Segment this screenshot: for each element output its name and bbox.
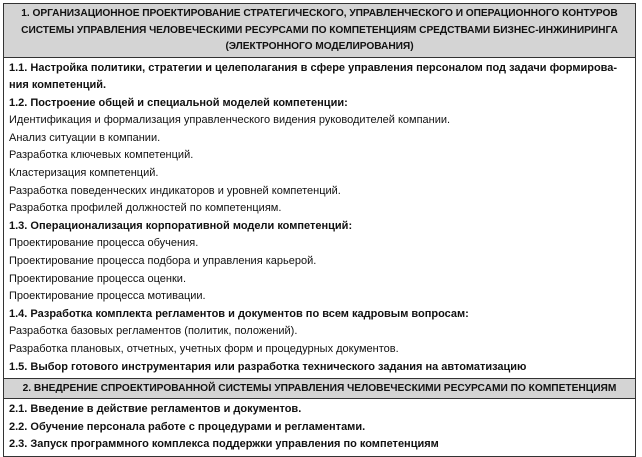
- section1-line: Проектирование процесса оценки.: [9, 272, 187, 285]
- section2-header: 2. ВНЕДРЕНИЕ СПРОЕКТИРОВАННОЙ СИСТЕМЫ УПРАВЛЕНИЯ ЧЕЛОВЕЧЕСКИМИ РЕСУРСАМИ ПО КОМПЕТЕНЦИЯМ: [4, 379, 636, 399]
- section1-line: 1.4. Разработка комплекта регламентов и документов по всем кадровым вопросам:: [9, 307, 469, 320]
- section2-body-row: [4, 399, 636, 457]
- section1-line: Идентификация и формализация управленческого видения руководителей компании.: [9, 114, 451, 127]
- section1-line: Кластеризация компетенций.: [9, 167, 159, 180]
- section1-line: 1.5. Выбор готового инструментария или разработка технического задания на автоматизацию: [9, 360, 527, 373]
- section1-header: 1. ОРГАНИЗАЦИОННОЕ ПРОЕКТИРОВАНИЕ СТРАТЕГИЧЕСКОГО, УПРАВЛЕНЧЕСКОГО И ОПЕРАЦИОННОГО КОНТУРОВ СИСТЕМЫ УПРАВЛЕНИЯ ЧЕЛОВЕЧЕСКИМИ РЕСУРСАМИ ПО КОМПЕТЕНЦИЯМ СРЕДСТВАМИ БИЗНЕС-ИНЖИНИРИНГА (ЭЛЕКТРОННОГО МОДЕЛИРОВАНИЯ): [4, 4, 636, 58]
- section1-body-row: [4, 57, 636, 379]
- document-table-wrapper: [3, 3, 636, 457]
- section2-line: 2.3. Запуск программного комплекса поддержки управления по компетенциям: [9, 438, 439, 451]
- section2-line: 2.1. Введение в действие регламентов и документов.: [9, 403, 302, 416]
- section1-line: Проектирование процесса мотивации.: [9, 290, 206, 303]
- section1-line: 1.3. Операционализация корпоративной модели компетенций:: [9, 219, 353, 232]
- section1-header-row: [4, 4, 636, 58]
- section1-line: Проектирование процесса обучения.: [9, 237, 199, 250]
- section1-line: 1.2. Построение общей и специальной моделей компетенции:: [9, 96, 348, 109]
- section1-line: Разработка поведенческих индикаторов и уровней компетенций.: [9, 184, 341, 197]
- section1-line: Разработка плановых, отчетных, учетных форм и процедурных документов.: [9, 343, 399, 355]
- section2-header-row: [4, 379, 636, 399]
- section2-body: [4, 399, 636, 457]
- section1-line: Проектирование процесса подбора и управления карьерой.: [9, 255, 317, 268]
- section1-line: Разработка базовых регламентов (политик, положений).: [9, 325, 298, 338]
- process-table: [3, 3, 636, 457]
- section1-line: Разработка ключевых компетенций.: [9, 149, 194, 162]
- section1-line: ния компетенций.: [9, 79, 107, 92]
- section1-line: Анализ ситуации в компании.: [9, 131, 161, 144]
- section1-line: 1.1. Настройка политики, стратегии и целеполагания в сфере управления персоналом под задачи формирова-: [9, 61, 618, 74]
- section2-line: 2.2. Обучение персонала работе с процедурами и регламентами.: [9, 420, 366, 433]
- section1-line: Разработка профилей должностей по компетенциям.: [9, 202, 282, 215]
- section1-body: [4, 57, 636, 379]
